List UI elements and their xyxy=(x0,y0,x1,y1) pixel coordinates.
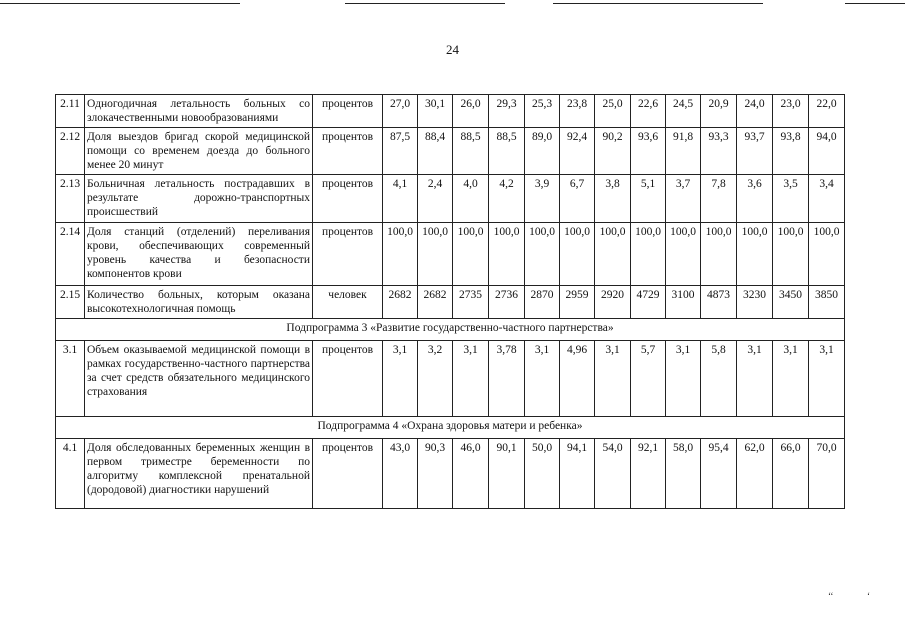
indicator-value-cell: 3,1 xyxy=(773,341,809,417)
indicator-value-cell: 100,0 xyxy=(701,223,737,286)
indicator-value-cell: 3,6 xyxy=(737,175,773,223)
indicator-value-cell: 2920 xyxy=(595,286,631,319)
indicator-number: 2.14 xyxy=(56,223,85,286)
indicator-value-cell: 7,8 xyxy=(701,175,737,223)
subprogram-header-row xyxy=(56,417,845,439)
unit-of-measure: процентов xyxy=(313,175,383,223)
indicator-value-cell: 3,2 xyxy=(418,341,453,417)
indicator-value-cell: 66,0 xyxy=(773,439,809,509)
indicator-value-cell: 2736 xyxy=(489,286,525,319)
subprogram-header-row xyxy=(56,319,845,341)
indicator-value-cell: 54,0 xyxy=(595,439,631,509)
indicator-value-cell: 3,5 xyxy=(773,175,809,223)
indicators-table xyxy=(55,94,845,509)
table-row xyxy=(56,128,845,175)
scan-marks: ‘‘ xyxy=(828,591,834,601)
scan-border-line xyxy=(845,3,905,4)
table-row xyxy=(56,439,845,509)
indicator-name: Доля выездов бригад скорой медицинской помощи со временем доезда до больного менее 20 минут xyxy=(85,128,313,175)
indicator-value-cell: 4873 xyxy=(701,286,737,319)
indicator-value-cell: 3,1 xyxy=(737,341,773,417)
table-row xyxy=(56,223,845,286)
indicator-value-cell: 3230 xyxy=(737,286,773,319)
indicator-value-cell: 23,0 xyxy=(773,95,809,128)
indicator-value-cell: 100,0 xyxy=(525,223,560,286)
indicator-value-cell: 92,4 xyxy=(560,128,595,175)
indicator-value-cell: 3850 xyxy=(809,286,845,319)
indicator-value-cell: 100,0 xyxy=(560,223,595,286)
indicator-number: 2.13 xyxy=(56,175,85,223)
indicator-value-cell: 24,0 xyxy=(737,95,773,128)
indicator-value-cell: 90,2 xyxy=(595,128,631,175)
indicator-value-cell: 2,4 xyxy=(418,175,453,223)
indicator-number: 3.1 xyxy=(56,341,85,417)
indicator-value-cell: 3,9 xyxy=(525,175,560,223)
table-row xyxy=(56,286,845,319)
indicator-value-cell: 100,0 xyxy=(809,223,845,286)
indicator-value-cell: 23,8 xyxy=(560,95,595,128)
indicator-value-cell: 100,0 xyxy=(666,223,701,286)
indicator-value-cell: 25,0 xyxy=(595,95,631,128)
indicator-value-cell: 93,8 xyxy=(773,128,809,175)
indicator-value-cell: 89,0 xyxy=(525,128,560,175)
unit-of-measure: процентов xyxy=(313,95,383,128)
scan-marks: ‘ xyxy=(867,591,870,601)
indicator-value-cell: 2870 xyxy=(525,286,560,319)
indicator-number: 2.12 xyxy=(56,128,85,175)
indicator-value-cell: 5,7 xyxy=(631,341,666,417)
indicator-value-cell: 91,8 xyxy=(666,128,701,175)
indicator-value-cell: 24,5 xyxy=(666,95,701,128)
indicator-value-cell: 20,9 xyxy=(701,95,737,128)
indicator-name: Больничная летальность пострадавших в результате дорожно-транспортных происшествий xyxy=(85,175,313,223)
indicator-value-cell: 3,1 xyxy=(595,341,631,417)
indicator-value-cell: 100,0 xyxy=(489,223,525,286)
indicator-value-cell: 3,1 xyxy=(666,341,701,417)
indicator-number: 4.1 xyxy=(56,439,85,509)
indicator-value-cell: 26,0 xyxy=(453,95,489,128)
unit-of-measure: процентов xyxy=(313,128,383,175)
indicator-value-cell: 4,96 xyxy=(560,341,595,417)
scan-border-line xyxy=(553,3,763,4)
indicator-value-cell: 29,3 xyxy=(489,95,525,128)
indicator-value-cell: 3,78 xyxy=(489,341,525,417)
indicator-value-cell: 100,0 xyxy=(773,223,809,286)
indicator-value-cell: 4,0 xyxy=(453,175,489,223)
indicator-value-cell: 3100 xyxy=(666,286,701,319)
indicator-value-cell: 3,1 xyxy=(453,341,489,417)
indicator-value-cell: 2682 xyxy=(383,286,418,319)
indicator-value-cell: 90,3 xyxy=(418,439,453,509)
indicator-value-cell: 4,1 xyxy=(383,175,418,223)
indicator-value-cell: 27,0 xyxy=(383,95,418,128)
indicator-value-cell: 62,0 xyxy=(737,439,773,509)
indicator-value-cell: 88,4 xyxy=(418,128,453,175)
indicator-name: Количество больных, которым оказана высокотехнологичная помощь xyxy=(85,286,313,319)
unit-of-measure: человек xyxy=(313,286,383,319)
indicator-value-cell: 100,0 xyxy=(383,223,418,286)
indicator-value-cell: 50,0 xyxy=(525,439,560,509)
indicator-value-cell: 4,2 xyxy=(489,175,525,223)
indicator-value-cell: 100,0 xyxy=(418,223,453,286)
indicator-value-cell: 100,0 xyxy=(631,223,666,286)
indicator-value-cell: 3,7 xyxy=(666,175,701,223)
indicator-name: Доля станций (отделений) переливания крови, обеспечивающих современный уровень качества и безопасности компонентов крови xyxy=(85,223,313,286)
indicator-value-cell: 2735 xyxy=(453,286,489,319)
indicator-value-cell: 95,4 xyxy=(701,439,737,509)
indicator-value-cell: 100,0 xyxy=(453,223,489,286)
unit-of-measure: процентов xyxy=(313,223,383,286)
indicator-name: Объем оказываемой медицинской помощи в рамках государственно-частного партнерства за счет средств обязательного медицинского страхования xyxy=(85,341,313,417)
indicator-value-cell: 6,7 xyxy=(560,175,595,223)
indicator-value-cell: 92,1 xyxy=(631,439,666,509)
indicator-value-cell: 93,7 xyxy=(737,128,773,175)
indicator-value-cell: 87,5 xyxy=(383,128,418,175)
indicator-value-cell: 46,0 xyxy=(453,439,489,509)
scan-border-line xyxy=(345,3,505,4)
indicator-value-cell: 4729 xyxy=(631,286,666,319)
indicator-value-cell: 2682 xyxy=(418,286,453,319)
indicator-value-cell: 3450 xyxy=(773,286,809,319)
subprogram-title: Подпрограмма 3 «Развитие государственно-частного партнерства» xyxy=(56,319,845,341)
indicator-value-cell: 43,0 xyxy=(383,439,418,509)
indicator-value-cell: 30,1 xyxy=(418,95,453,128)
unit-of-measure: процентов xyxy=(313,341,383,417)
subprogram-title: Подпрограмма 4 «Охрана здоровья матери и ребенка» xyxy=(56,417,845,439)
indicator-value-cell: 22,0 xyxy=(809,95,845,128)
indicator-value-cell: 3,1 xyxy=(525,341,560,417)
indicator-value-cell: 93,6 xyxy=(631,128,666,175)
indicator-value-cell: 88,5 xyxy=(453,128,489,175)
indicator-value-cell: 5,8 xyxy=(701,341,737,417)
indicator-value-cell: 100,0 xyxy=(595,223,631,286)
page-number: 24 xyxy=(446,42,459,57)
scan-border-line xyxy=(0,3,240,4)
indicator-value-cell: 3,4 xyxy=(809,175,845,223)
table-row xyxy=(56,341,845,417)
indicator-value-cell: 3,8 xyxy=(595,175,631,223)
indicator-value-cell: 94,1 xyxy=(560,439,595,509)
indicator-value-cell: 94,0 xyxy=(809,128,845,175)
indicator-value-cell: 3,1 xyxy=(383,341,418,417)
table-row xyxy=(56,175,845,223)
indicator-value-cell: 88,5 xyxy=(489,128,525,175)
indicator-value-cell: 100,0 xyxy=(737,223,773,286)
indicator-value-cell: 70,0 xyxy=(809,439,845,509)
indicator-name: Одногодичная летальность больных со злокачественными новообразованиями xyxy=(85,95,313,128)
indicator-value-cell: 90,1 xyxy=(489,439,525,509)
indicator-value-cell: 5,1 xyxy=(631,175,666,223)
indicator-number: 2.15 xyxy=(56,286,85,319)
indicator-name: Доля обследованных беременных женщин в первом триместре беременности по алгоритму комплексной пренатальной (дородовой) диагностики нарушений xyxy=(85,439,313,509)
indicator-value-cell: 3,1 xyxy=(809,341,845,417)
indicator-value-cell: 2959 xyxy=(560,286,595,319)
indicator-value-cell: 93,3 xyxy=(701,128,737,175)
indicator-value-cell: 25,3 xyxy=(525,95,560,128)
indicator-number: 2.11 xyxy=(56,95,85,128)
indicator-value-cell: 22,6 xyxy=(631,95,666,128)
table-row xyxy=(56,95,845,128)
indicator-value-cell: 58,0 xyxy=(666,439,701,509)
unit-of-measure: процентов xyxy=(313,439,383,509)
